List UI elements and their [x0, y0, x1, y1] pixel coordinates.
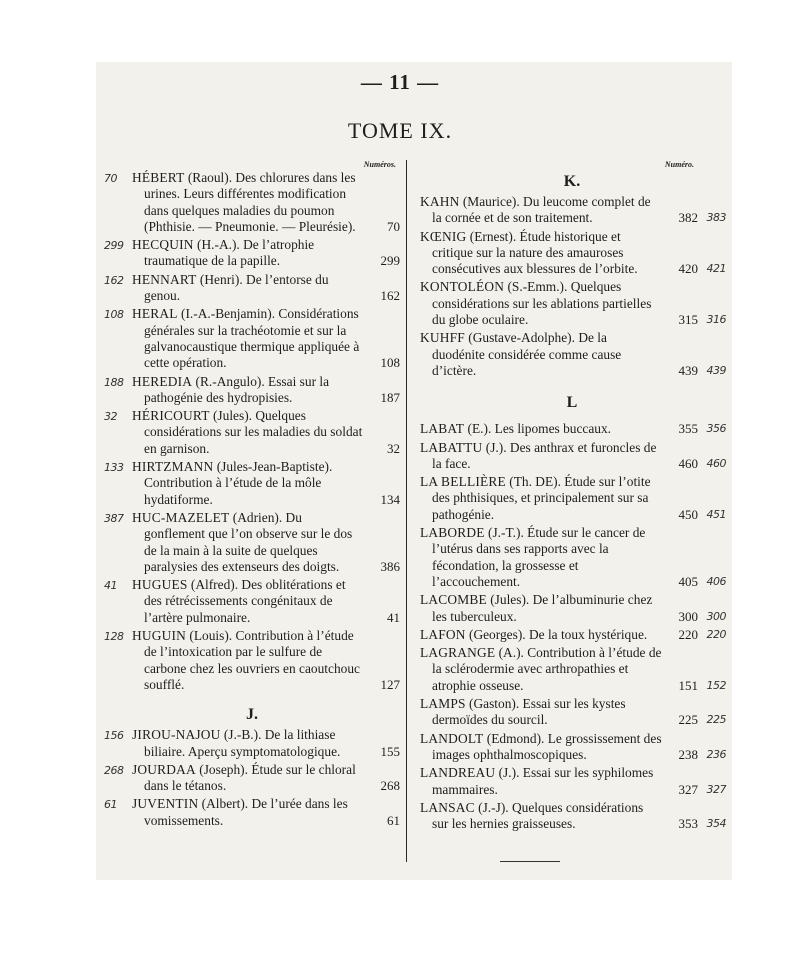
index-entry [416, 731, 728, 764]
index-entry [416, 627, 728, 643]
handwritten-number: 354 [706, 817, 726, 831]
entry-title: (Albert). De l’urée dans les vomissements. [144, 796, 348, 828]
author-name: HÉBERT [132, 170, 185, 185]
entry-title: (Louis). Contribution à l’étude de l’intoxication par le sulfure de carbone chez les ouvriers en caoutchouc soufflé. [144, 628, 361, 692]
author-name: JIROU-NAJOU [132, 727, 221, 743]
index-entry [104, 374, 400, 407]
handwritten-number: 460 [706, 456, 726, 470]
handwritten-number: 356 [706, 422, 726, 436]
handwritten-number: 188 [104, 375, 124, 389]
author-name: LANSAC [420, 799, 475, 815]
thesis-number: 405 [678, 573, 698, 589]
index-entry [416, 330, 728, 379]
entry-title: (H.-A.). De l’atrophie traumatique de la papille. [144, 237, 315, 269]
author-name: LACOMBE [420, 592, 487, 608]
entry-title: (J.). Des anthrax et furoncles de la face. [432, 439, 657, 471]
thesis-number: 41 [387, 609, 400, 625]
entry-title: (Gaston). Essai sur les kystes dermoïdes du sourcil. [432, 696, 626, 728]
thesis-number: 382 [678, 210, 698, 226]
author-name: LA BELLIÈRE [420, 474, 506, 490]
author-name: LAMPS [420, 696, 466, 712]
entry-title: (Th. DE). Étude sur l’otite des phthisiques, et principalement sur sa pathogénie. [432, 474, 651, 522]
index-entry [416, 229, 728, 278]
handwritten-number: 220 [706, 627, 726, 641]
handwritten-number: 41 [104, 579, 117, 593]
author-name: HIRTZMANN [132, 459, 214, 475]
section-letter-j: J. [246, 706, 258, 724]
entry-title: (Adrien). Du gonflement que l’on observe sur le dos de la main à la suite de quelques paralysies des extenseurs des doigts. [144, 509, 353, 574]
handwritten-number: 128 [104, 630, 124, 644]
thesis-number: 225 [678, 712, 698, 728]
index-entry [416, 645, 728, 694]
index-entry [104, 272, 400, 305]
handwritten-number: 236 [706, 747, 726, 761]
thesis-number: 155 [380, 743, 400, 759]
author-name: LANDREAU [420, 765, 496, 781]
volume-title: TOME IX. [347, 118, 453, 143]
author-name: KŒNIG [420, 228, 467, 244]
handwritten-number: 387 [104, 511, 124, 525]
author-name: HUGUIN [132, 628, 187, 644]
handwritten-number: 406 [706, 574, 726, 588]
author-name: HENNART [132, 271, 197, 287]
section-letter-k: K. [563, 173, 581, 190]
numbers-column-label: Numéros. [363, 160, 396, 169]
entry-title: (Edmond). Le grossissement des images ophthalmoscopiques. [432, 730, 662, 762]
index-entry [104, 408, 400, 457]
left-column [104, 160, 400, 831]
footer-rule [500, 861, 560, 862]
handwritten-number: 451 [706, 507, 726, 521]
author-name: LANDOLT [420, 730, 484, 746]
handwritten-number: 70 [104, 172, 117, 185]
index-entry [104, 796, 400, 829]
thesis-number: 386 [380, 558, 400, 574]
entry-title: (J.). Essai sur les syphilomes mammaires. [432, 765, 654, 797]
index-entry [416, 421, 728, 437]
thesis-number: 300 [678, 608, 698, 624]
index-entry [416, 765, 728, 798]
author-name: HECQUIN [132, 237, 194, 253]
thesis-number: 353 [678, 816, 698, 832]
entry-title: (Alfred). Des oblitérations et des rétrécissements congénitaux de l’artère pulmonaire. [144, 577, 346, 625]
author-name: LAFON [420, 626, 466, 642]
right-column [416, 160, 728, 834]
author-name: LABATTU [420, 439, 483, 455]
entry-title: (Joseph). Étude sur le chloral dans le tétanos. [144, 761, 356, 794]
handwritten-number: 316 [706, 313, 726, 327]
thesis-number: 108 [380, 355, 400, 371]
index-entry [416, 525, 728, 590]
thesis-number: 220 [678, 626, 698, 642]
author-name: LAGRANGE [420, 645, 496, 661]
thesis-number: 355 [678, 421, 698, 437]
thesis-number: 268 [380, 778, 400, 794]
thesis-number: 151 [678, 677, 698, 693]
index-entry [104, 170, 400, 235]
handwritten-number: 152 [706, 678, 726, 692]
index-entry [104, 459, 400, 508]
handwritten-number: 327 [706, 782, 726, 796]
author-name: LABAT [420, 421, 465, 437]
thesis-number: 460 [678, 455, 698, 471]
handwritten-number: 421 [706, 262, 726, 276]
k-entry-list [416, 194, 728, 379]
author-name: HERAL [132, 306, 178, 322]
handwritten-number: 162 [104, 273, 124, 287]
index-entry [104, 762, 400, 795]
entry-title: (Jules). De l’albuminurie chez les tuberculeux. [432, 592, 653, 624]
author-name: JOURDAA [132, 761, 196, 777]
index-entry [104, 237, 400, 270]
index-entry [104, 577, 400, 626]
handwritten-number: 300 [706, 609, 726, 623]
entry-title: (Maurice). Du leucome complet de la cornée et de son traitement. [432, 194, 651, 226]
author-name: HÉRICOURT [132, 408, 210, 424]
section-letter-l: L [566, 394, 578, 412]
index-entry [416, 440, 728, 473]
handwritten-number: 156 [104, 729, 124, 743]
entry-title: (Ernest). Étude historique et critique sur la nature des amauroses consécutives aux blessures de l’orbite. [432, 228, 638, 277]
thesis-number: 187 [380, 389, 400, 405]
handwritten-number: 299 [104, 239, 124, 253]
author-name: LABORDE [420, 525, 485, 541]
entry-title: (I.-A.-Benjamin). Considérations générales sur la trachéotomie et sur la galvanocaustique thermique appliquée à cette opération. [144, 306, 360, 371]
handwritten-number: 61 [104, 798, 117, 812]
numbers-column-label-right: Numéro. [664, 160, 694, 169]
index-entry [416, 194, 728, 227]
entry-title: (A.). Contribution à l’étude de la sclérodermie avec arthropathies et atrophie osseuse. [432, 645, 662, 693]
page-number: — 11 — [360, 70, 440, 94]
index-entry [416, 696, 728, 729]
thesis-number: 420 [678, 261, 698, 277]
thesis-number: 134 [380, 491, 400, 507]
author-name: HEREDIA [132, 373, 193, 389]
index-entry [104, 510, 400, 575]
entry-title: (Henri). De l’entorse du genou. [144, 271, 329, 304]
entry-title: (J.-T.). Étude sur le cancer de l’utérus dans ses rapports avec la fécondation, la grossesse et l’accouchement. [432, 525, 646, 589]
thesis-number: 127 [380, 676, 400, 692]
l-entry-list [416, 421, 728, 832]
index-entry [104, 628, 400, 693]
index-entry [416, 800, 728, 833]
entry-title: (S.-Emm.). Quelques considérations sur les ablations partielles du globe oculaire. [432, 279, 652, 328]
index-entry [416, 474, 728, 523]
entry-title: (J.-B.). De la lithiase biliaire. Aperçu symptomatologique. [144, 727, 341, 759]
handwritten-number: 225 [706, 713, 726, 727]
entry-title: (J.-J). Quelques considérations sur les hernies graisseuses. [432, 799, 644, 832]
handwritten-number: 383 [706, 211, 726, 225]
handwritten-number: 32 [104, 410, 117, 424]
author-name: HUGUES [132, 577, 188, 593]
column-divider [406, 160, 407, 862]
thesis-number: 450 [678, 506, 698, 522]
thesis-number: 327 [678, 781, 698, 797]
thesis-number: 238 [678, 746, 698, 762]
thesis-number: 32 [387, 440, 400, 456]
index-entry [104, 306, 400, 371]
entry-title: (Jules-Jean-Baptiste). Contribution à l’étude de la môle hydatiforme. [144, 459, 333, 507]
author-name: JUVENTIN [132, 796, 199, 812]
j-entry-list [104, 727, 400, 829]
entry-title: (Gustave-Adolphe). De la duodénite considérée comme cause d’ictère. [432, 330, 622, 378]
handwritten-number: 268 [104, 763, 124, 777]
left-entry-list [104, 170, 400, 693]
thesis-number: 299 [380, 253, 400, 269]
author-name: HUC-MAZELET [132, 509, 230, 525]
thesis-number: 61 [387, 812, 400, 828]
author-name: KONTOLÉON [420, 279, 505, 295]
entry-title: (R.-Angulo). Essai sur la pathogénie des hydropisies. [144, 373, 330, 405]
thesis-number: 162 [380, 288, 400, 304]
handwritten-number: 439 [706, 363, 726, 377]
index-entry [416, 592, 728, 625]
entry-title: (Raoul). Des chlorures dans les urines. Leurs différentes modification dans quelques maladies du poumon (Phthisie. — Pneumonie. — Pleurésie). [144, 170, 356, 234]
thesis-number: 439 [678, 362, 698, 378]
entry-title: (Jules). Quelques considérations sur les maladies du soldat en garnison. [144, 408, 363, 456]
index-entry [416, 279, 728, 328]
author-name: KAHN [420, 194, 460, 209]
thesis-number: 70 [387, 218, 400, 234]
index-entry [104, 727, 400, 760]
author-name: KUHFF [420, 330, 465, 346]
handwritten-number: 133 [104, 461, 124, 475]
entry-title: (Georges). De la toux hystérique. [465, 626, 648, 642]
handwritten-number: 108 [104, 308, 124, 322]
thesis-number: 315 [678, 312, 698, 328]
entry-title: (E.). Les lipomes buccaux. [464, 421, 612, 437]
